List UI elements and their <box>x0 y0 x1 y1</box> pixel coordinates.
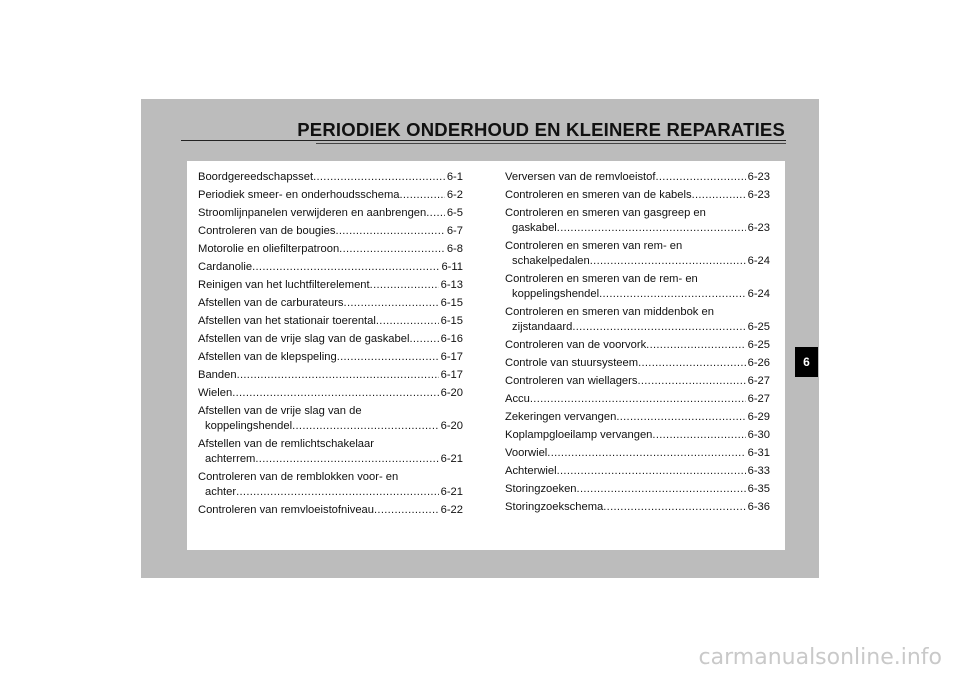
toc-entry-title: Boordgereedschapsset <box>198 171 314 183</box>
toc-entry-title: Controleren van remvloeistofniveau <box>198 504 374 516</box>
toc-entry[interactable] <box>505 374 770 389</box>
toc-entry[interactable] <box>505 272 770 302</box>
toc-entry-title: Afstellen van het stationair toerental <box>198 315 376 327</box>
toc-entry-title: Zekeringen vervangen <box>505 411 617 423</box>
toc-line <box>505 320 770 335</box>
toc-entry-title: Afstellen van de klepspeling <box>198 351 337 363</box>
toc-entry-title: achterrem <box>205 453 256 465</box>
dot-leader <box>603 500 745 515</box>
toc-entry[interactable] <box>198 296 463 311</box>
toc-entry[interactable] <box>505 305 770 335</box>
toc-entry[interactable] <box>198 206 463 221</box>
toc-line <box>505 338 770 353</box>
toc-entry-title: Afstellen van de remlichtschakelaar <box>198 438 374 450</box>
toc-line <box>505 356 770 371</box>
dot-leader <box>255 452 438 467</box>
toc-page-number: 6-2 <box>446 189 463 201</box>
toc-entry[interactable] <box>198 332 463 347</box>
toc-entry[interactable] <box>198 188 463 203</box>
dot-leader <box>236 485 439 500</box>
dot-leader <box>426 206 445 221</box>
toc-entry-title: Motorolie en oliefilterpatroon <box>198 243 340 255</box>
toc-line <box>198 485 463 500</box>
toc-page-number: 6-26 <box>747 357 770 369</box>
dot-leader <box>313 170 445 185</box>
toc-page-number: 6-35 <box>747 483 770 495</box>
toc-line <box>198 242 463 257</box>
dot-leader <box>616 410 745 425</box>
toc-line <box>198 386 463 401</box>
toc-entry[interactable] <box>505 482 770 497</box>
toc-entry-title: Periodiek smeer- en onderhoudsschema <box>198 189 400 201</box>
toc-entry-title: Achterwiel <box>505 465 557 477</box>
toc-entry[interactable] <box>505 206 770 236</box>
toc-page-number: 6-15 <box>440 297 463 309</box>
toc-entry-title: Controleren van de bougies <box>198 225 336 237</box>
toc-line <box>505 287 770 302</box>
toc-entry-title: Voorwiel <box>505 447 548 459</box>
toc-entry-title: Afstellen van de vrije slag van de <box>198 405 362 417</box>
toc-page-number: 6-21 <box>440 453 463 465</box>
toc-entry-title: Afstellen van de carburateurs <box>198 297 344 309</box>
toc-page-number: 6-17 <box>440 369 463 381</box>
dot-leader <box>252 260 439 275</box>
toc-entry-title: koppelingshendel <box>512 288 600 300</box>
dot-leader <box>572 320 745 335</box>
toc-line <box>505 206 770 221</box>
dot-leader <box>399 188 444 203</box>
toc-entry[interactable] <box>505 428 770 443</box>
toc-entry-title: Storingzoekschema <box>505 501 604 513</box>
toc-line <box>198 419 463 434</box>
toc-line <box>505 305 770 320</box>
toc-line <box>198 170 463 185</box>
toc-line <box>198 206 463 221</box>
toc-page-number: 6-24 <box>747 255 770 267</box>
toc-line <box>198 314 463 329</box>
toc-page-number: 6-33 <box>747 465 770 477</box>
toc-entry[interactable] <box>505 392 770 407</box>
toc-page-number: 6-7 <box>446 225 463 237</box>
dot-leader <box>652 428 745 443</box>
dot-leader <box>590 254 746 269</box>
chapter-title: PERIODIEK ONDERHOUD EN KLEINERE REPARATIES <box>297 119 785 140</box>
toc-entry-title: Reinigen van het luchtfilterelement <box>198 279 370 291</box>
toc-entry-title: Controleren en smeren van de kabels <box>505 189 692 201</box>
toc-line <box>505 446 770 461</box>
toc-line <box>505 374 770 389</box>
toc-page-number: 6-1 <box>446 171 463 183</box>
manual-page <box>141 99 819 578</box>
toc-entry[interactable] <box>198 386 463 401</box>
toc-entry-title: Controleren en smeren van de rem- en <box>505 273 698 285</box>
toc-line <box>198 452 463 467</box>
toc-entry-title: Controleren en smeren van rem- en <box>505 240 683 252</box>
toc-page-number: 6-11 <box>441 261 463 273</box>
toc-line <box>505 221 770 236</box>
dot-leader <box>409 332 438 347</box>
toc-page-number: 6-17 <box>440 351 463 363</box>
toc-entry[interactable] <box>505 356 770 371</box>
dot-leader <box>237 368 439 383</box>
dot-leader <box>374 503 439 518</box>
dot-leader <box>547 446 745 461</box>
toc-column-left <box>198 170 463 521</box>
toc-entry[interactable] <box>198 350 463 365</box>
title-rule <box>181 140 786 141</box>
toc-entry-title: Controleren van de remblokken voor- en <box>198 471 399 483</box>
toc-entry[interactable] <box>505 410 770 425</box>
toc-entry-title: Verversen van de remvloeistof <box>505 171 656 183</box>
toc-entry-title: schakelpedalen <box>512 255 590 267</box>
toc-entry-title: Cardanolie <box>198 261 253 273</box>
toc-page-number: 6-16 <box>440 333 463 345</box>
toc-entry-title: Controle van stuursysteem <box>505 357 639 369</box>
toc-entry-title: zijstandaard <box>512 321 573 333</box>
toc-entry[interactable] <box>505 170 770 185</box>
dot-leader <box>337 350 439 365</box>
toc-entry-title: Banden <box>198 369 237 381</box>
toc-entry[interactable] <box>198 470 463 500</box>
toc-line <box>198 332 463 347</box>
toc-page-number: 6-15 <box>440 315 463 327</box>
toc-entry[interactable] <box>198 242 463 257</box>
dot-leader <box>232 386 438 401</box>
dot-leader <box>370 278 439 293</box>
dot-leader <box>577 482 746 497</box>
toc-entry[interactable] <box>198 260 463 275</box>
dot-leader <box>292 419 439 434</box>
toc-entry-title: Stroomlijnpanelen verwijderen en aanbrengen <box>198 207 427 219</box>
toc-line <box>505 482 770 497</box>
toc-entry-title: Koplampgloeilamp vervangen <box>505 429 653 441</box>
chapter-tab[interactable]: 6 <box>795 347 818 377</box>
toc-entry-title: Controleren en smeren van gasgreep en <box>505 207 706 219</box>
dot-leader <box>646 338 745 353</box>
toc-entry[interactable] <box>198 437 463 467</box>
toc-line <box>505 254 770 269</box>
toc-line <box>198 503 463 518</box>
toc-line <box>505 239 770 254</box>
toc-page-number: 6-27 <box>747 375 770 387</box>
dot-leader <box>692 188 746 203</box>
toc-page-number: 6-5 <box>446 207 463 219</box>
toc-page-number: 6-8 <box>446 243 463 255</box>
toc-entry[interactable] <box>505 446 770 461</box>
toc-page-number: 6-23 <box>747 171 770 183</box>
toc-entry-title: Controleren van wiellagers <box>505 375 638 387</box>
toc-page-number: 6-30 <box>747 429 770 441</box>
toc-entry[interactable] <box>198 278 463 293</box>
toc-page-number: 6-20 <box>440 420 463 432</box>
toc-entry[interactable] <box>198 404 463 434</box>
toc-page-number: 6-24 <box>747 288 770 300</box>
toc-entry[interactable] <box>198 503 463 518</box>
toc-page-number: 6-25 <box>747 321 770 333</box>
toc-panel <box>187 161 785 550</box>
toc-line <box>198 188 463 203</box>
toc-page-number: 6-23 <box>747 222 770 234</box>
toc-page-number: 6-20 <box>440 387 463 399</box>
toc-page-number: 6-22 <box>440 504 463 516</box>
toc-entry-title: Storingzoeken <box>505 483 577 495</box>
toc-line <box>505 170 770 185</box>
dot-leader <box>637 374 745 389</box>
toc-entry-title: koppelingshendel <box>205 420 293 432</box>
toc-page-number: 6-25 <box>747 339 770 351</box>
toc-entry[interactable] <box>198 170 463 185</box>
dot-leader <box>655 170 745 185</box>
toc-entry[interactable] <box>198 224 463 239</box>
toc-line <box>505 188 770 203</box>
toc-entry[interactable] <box>198 314 463 329</box>
toc-page-number: 6-13 <box>440 279 463 291</box>
toc-entry-title: Afstellen van de vrije slag van de gaskabel <box>198 333 410 345</box>
toc-entry-title: Accu <box>505 393 530 405</box>
toc-line <box>505 272 770 287</box>
toc-entry[interactable] <box>505 188 770 203</box>
toc-line <box>198 368 463 383</box>
toc-line <box>198 296 463 311</box>
toc-line <box>198 260 463 275</box>
toc-entry-title: Controleren van de voorvork <box>505 339 647 351</box>
toc-page-number: 6-27 <box>747 393 770 405</box>
toc-entry[interactable] <box>505 464 770 479</box>
watermark: carmanualsonline.info <box>698 645 942 670</box>
toc-line <box>505 464 770 479</box>
dot-leader <box>557 221 746 236</box>
toc-page-number: 6-29 <box>747 411 770 423</box>
toc-line <box>198 470 463 485</box>
dot-leader <box>344 296 439 311</box>
toc-entry[interactable] <box>505 338 770 353</box>
toc-line <box>198 278 463 293</box>
dot-leader <box>638 356 746 371</box>
dot-leader <box>530 392 746 407</box>
toc-line <box>505 500 770 515</box>
toc-line <box>198 404 463 419</box>
toc-page-number: 6-21 <box>440 486 463 498</box>
toc-page-number: 6-31 <box>747 447 770 459</box>
toc-line <box>505 428 770 443</box>
dot-leader <box>376 314 439 329</box>
toc-line <box>198 437 463 452</box>
dot-leader <box>335 224 444 239</box>
toc-entry[interactable] <box>198 368 463 383</box>
title-rule-secondary <box>316 143 786 144</box>
toc-entry-title: Controleren en smeren van middenbok en <box>505 306 714 318</box>
toc-line <box>505 410 770 425</box>
toc-page-number: 6-36 <box>747 501 770 513</box>
toc-entry-title: gaskabel <box>512 222 557 234</box>
toc-line <box>505 392 770 407</box>
toc-column-right <box>505 170 770 518</box>
toc-entry-title: Wielen <box>198 387 233 399</box>
dot-leader <box>339 242 445 257</box>
toc-line <box>198 224 463 239</box>
toc-line <box>198 350 463 365</box>
dot-leader <box>599 287 746 302</box>
toc-entry-title: achter <box>205 486 237 498</box>
toc-page-number: 6-23 <box>747 189 770 201</box>
toc-entry[interactable] <box>505 500 770 515</box>
dot-leader <box>557 464 746 479</box>
toc-entry[interactable] <box>505 239 770 269</box>
